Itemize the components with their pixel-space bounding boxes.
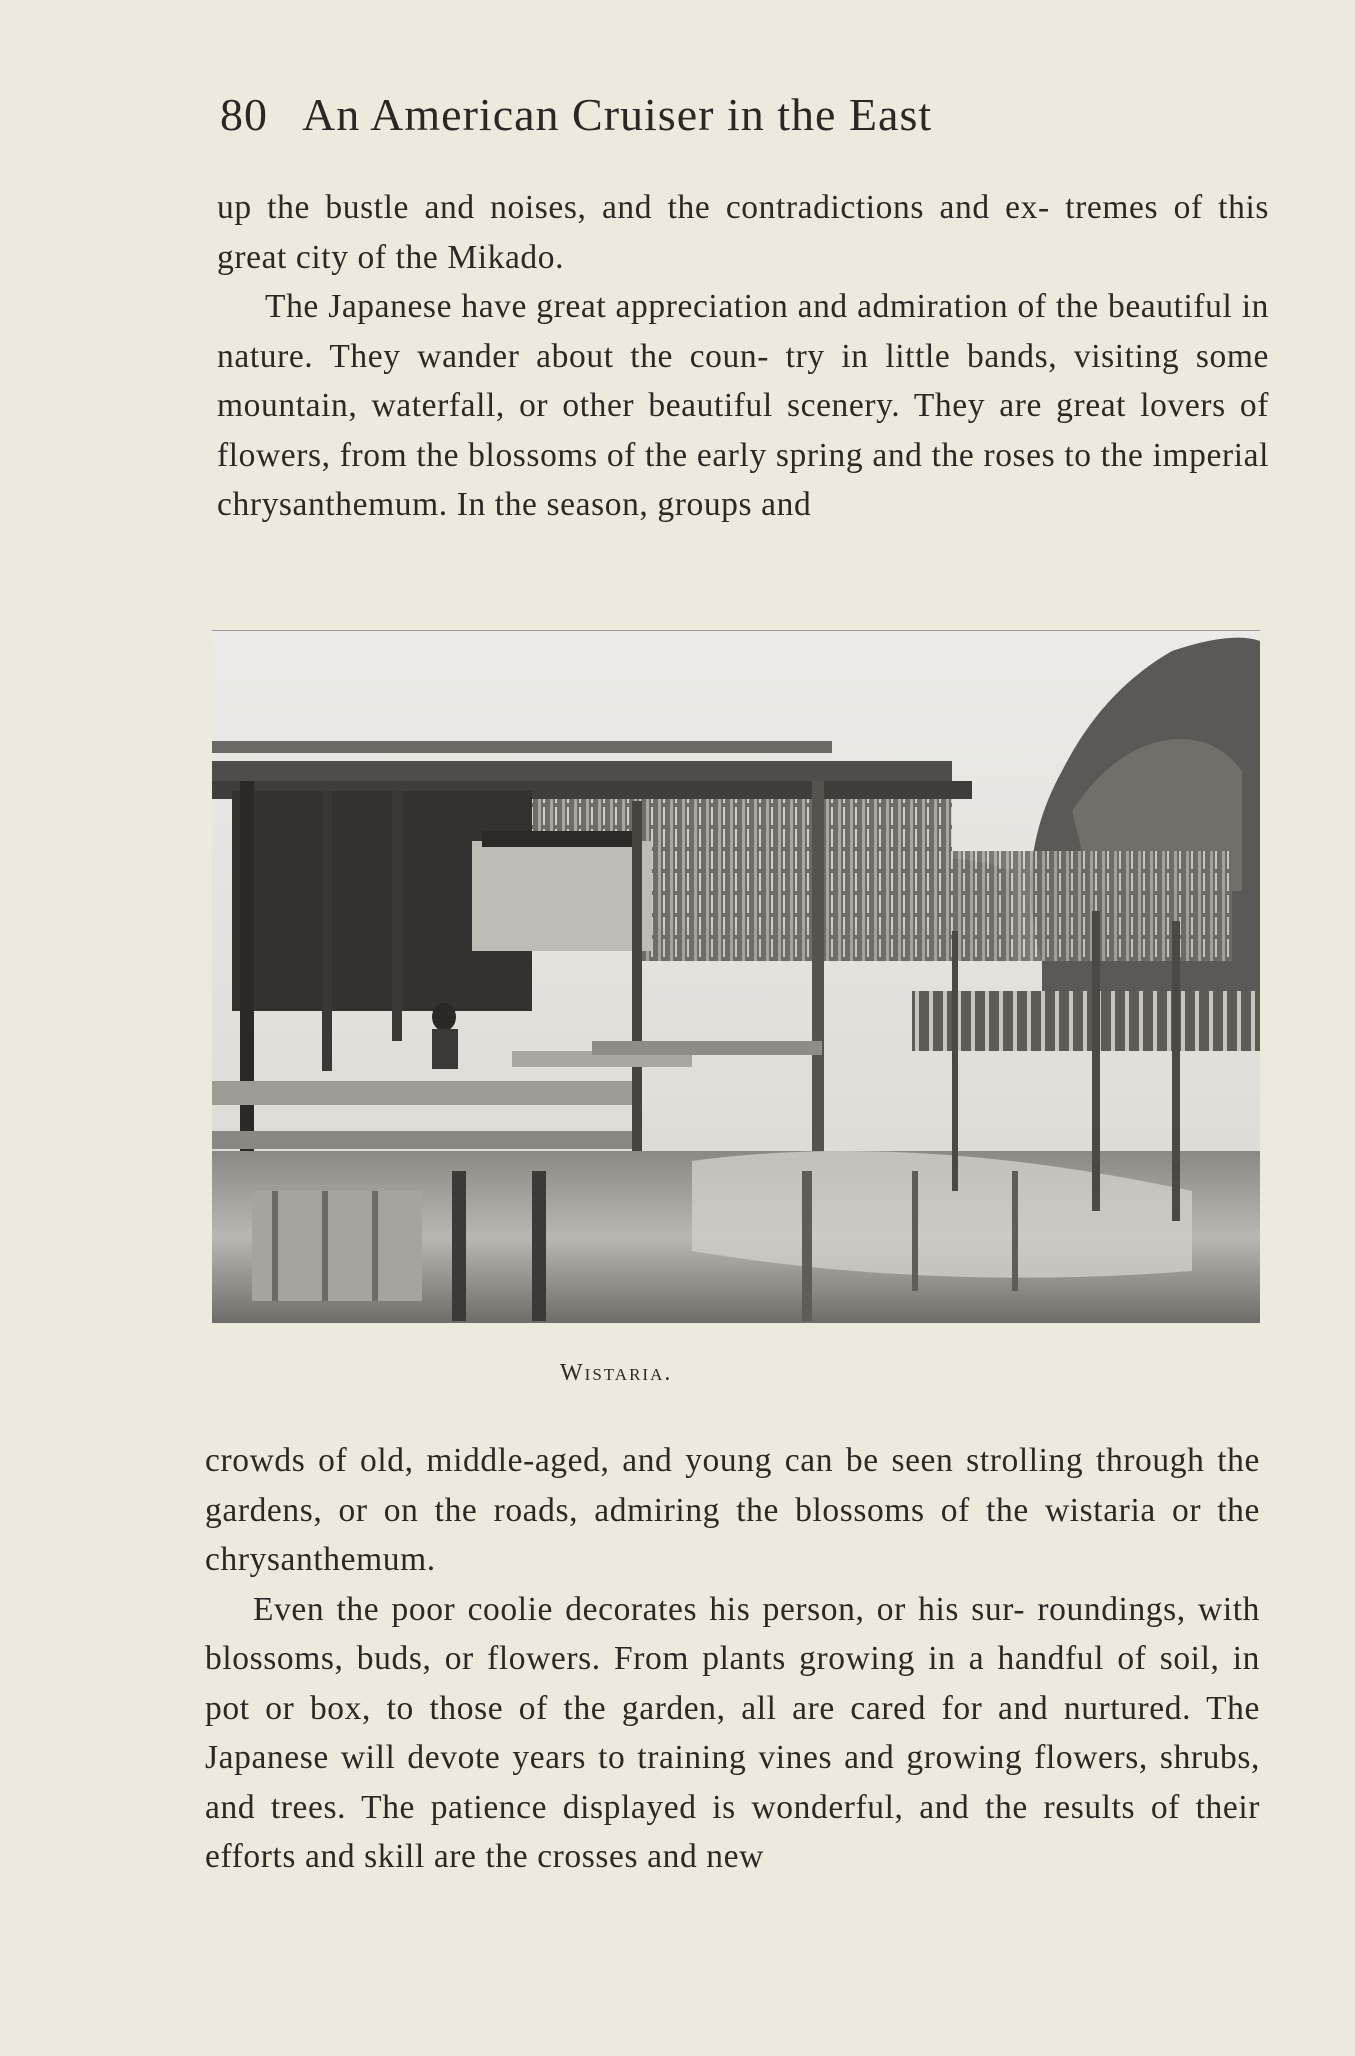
body-text-top [217,183,1269,530]
body-text-bottom [205,1436,1260,1882]
running-title: An American Cruiser in the East [302,89,933,140]
running-head [220,88,1160,148]
paragraph-crowds: crowds of old, middle-aged, and young can be seen strolling through the gardens, or on the roads, admiring the blossoms of the wistaria or the chrysanthemum. [205,1442,1260,1578]
paragraph-coolie: Even the poor coolie decorates his person, or his sur- roundings, with blossoms, buds, or flowers. From plants growing in a handful of soil, in pot or box, to those of the garden, all are cared for and nurtured. The Japanese will devote years to training vines and growing flowers, shrubs, and trees. The patience displayed is wonderful, and the results of their efforts and skill are the crosses and new [205,1590,1260,1875]
figure-caption: Wistaria. [560,1360,673,1386]
page-number: 80 [220,89,268,140]
wistaria-photograph [212,630,1260,1323]
paragraph-continuation: up the bustle and noises, and the contradictions and ex- tremes of this great city of the Mikado. [217,189,1269,276]
paragraph-japanese-nature: The Japanese have great appreciation and admiration of the beautiful in nature. They wander about the coun- try in little bands, visiting some mountain, waterfall, or other beautiful scenery. They are great lovers of flowers, from the blossoms of the early spring and the roses to the imperial chrysanthemum. In the season, groups and [217,288,1269,523]
